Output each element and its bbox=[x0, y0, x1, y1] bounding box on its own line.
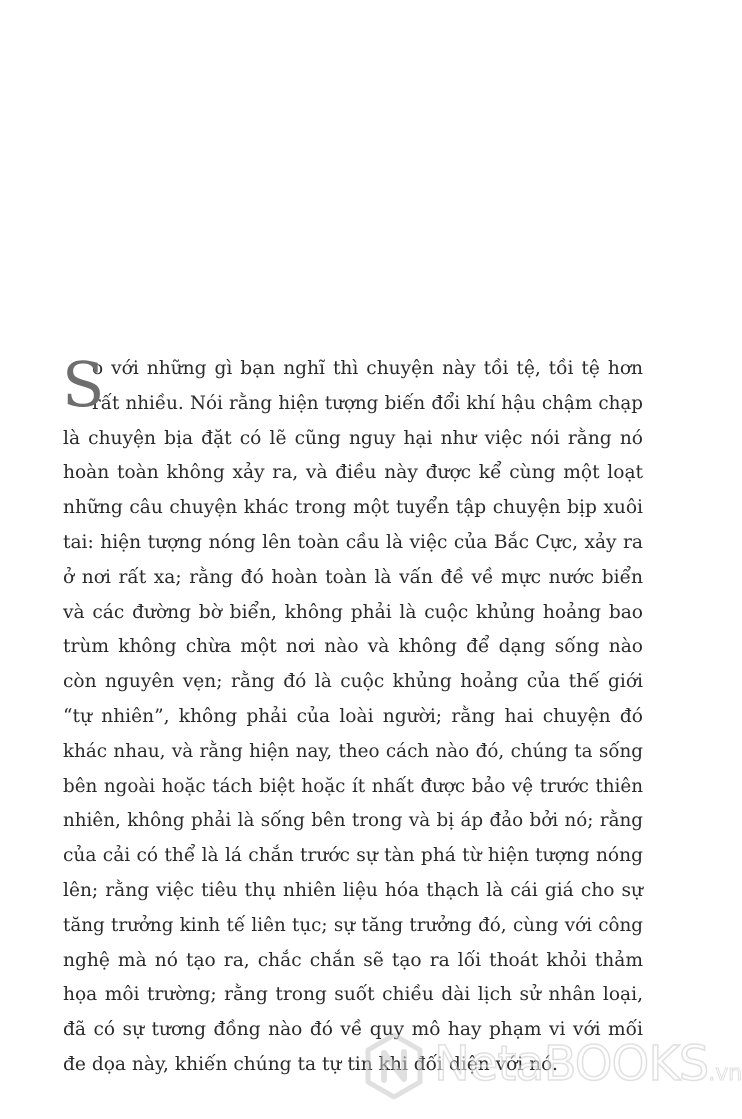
text-line-14: nhiên, không phải là sống bên trong và bị áp đảo bởi nó; rằng bbox=[63, 810, 643, 832]
text-line-16: lên; rằng việc tiêu thụ nhiên liệu hóa thạch là cái giá cho sự bbox=[63, 879, 643, 901]
text-line-13: bên ngoài hoặc tách biệt hoặc ít nhất được bảo vệ trước thiên bbox=[63, 775, 643, 797]
text-line-2: rất nhiều. Nói rằng hiện tượng biến đổi khí hậu chậm chạp bbox=[92, 392, 643, 414]
text-line-7: ở nơi rất xa; rằng đó hoàn toàn là vấn đề về mực nước biển bbox=[63, 566, 643, 588]
drop-cap: S bbox=[62, 348, 105, 421]
text-line-4: hoàn toàn không xảy ra, và điều này được kể cùng một loạt bbox=[63, 462, 643, 484]
text-line-11: “tự nhiên”, không phải của loài người; rằng hai chuyện đó bbox=[63, 705, 643, 727]
text-line-8: và các đường bờ biển, không phải là cuộc khủng hoảng bao bbox=[63, 601, 643, 623]
text-line-3: là chuyện bịa đặt có lẽ cũng nguy hại như việc nói rằng nó bbox=[63, 427, 643, 449]
watermark-suffix: .vn bbox=[708, 1061, 742, 1086]
text-line-6: tai: hiện tượng nóng lên toàn cầu là việc của Bắc Cực, xảy ra bbox=[63, 531, 643, 553]
text-line-17: tăng trưởng kinh tế liên tục; sự tăng trưởng đó, cùng với công bbox=[63, 914, 643, 936]
watermark-text bbox=[434, 1034, 742, 1104]
text-line-9: trùm không chừa một nơi nào và không để dạng sống nào bbox=[63, 636, 643, 658]
text-line-18: nghệ mà nó tạo ra, chắc chắn sẽ tạo ra lối thoát khỏi thảm bbox=[63, 949, 643, 971]
netabooks-watermark bbox=[360, 1020, 742, 1110]
text-line-1: o với những gì bạn nghĩ thì chuyện này tồi tệ, tồi tệ hơn bbox=[92, 358, 643, 379]
neta-hexagon-n-logo-icon bbox=[364, 1032, 424, 1100]
article-body bbox=[62, 348, 643, 1083]
text-line-15: của cải có thể là lá chắn trước sự tàn phá từ hiện tượng nóng bbox=[63, 845, 643, 867]
text-line-10: còn nguyên vẹn; rằng đó là cuộc khủng hoảng của thế giới bbox=[63, 671, 643, 693]
text-line-12: khác nhau, và rằng hiện nay, theo cách nào đó, chúng ta sống bbox=[63, 740, 643, 762]
watermark-brand: NetaBOOKS bbox=[434, 1036, 709, 1092]
text-line-21: đe dọa này, khiến chúng ta tự tin khi đối diện với nó. bbox=[63, 1053, 558, 1075]
text-line-19: họa môi trường; rằng trong suốt chiều dài lịch sử nhân loại, bbox=[63, 984, 643, 1006]
text-line-5: những câu chuyện khác trong một tuyển tập chuyện bịp xuôi bbox=[63, 497, 643, 519]
text-line-20: đã có sự tương đồng nào đó về quy mô hay phạm vi với mối bbox=[63, 1019, 643, 1041]
